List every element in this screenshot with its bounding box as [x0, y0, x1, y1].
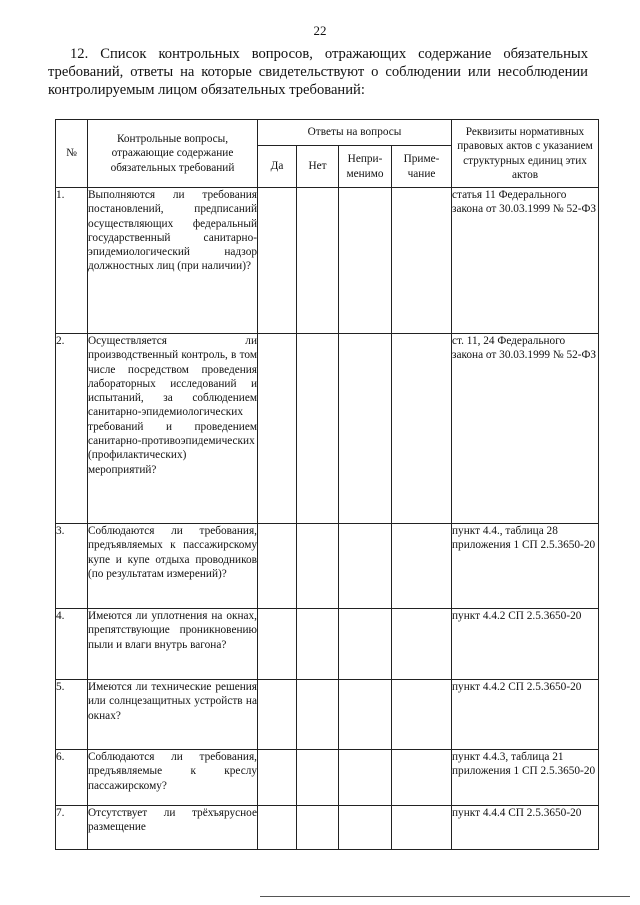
- header-answers: Ответы на вопросы: [258, 120, 452, 146]
- row-reference: пункт 4.4.3, таблица 21 приложения 1 СП 2.5.3650-20: [452, 750, 599, 806]
- row-question: Соблюдаются ли требования, предъявляемых к пассажирскому купе и купе отдыха проводников (по результатам измерений)?: [88, 524, 258, 609]
- row-number: 5.: [56, 680, 88, 750]
- row-reference: пункт 4.4.4 СП 2.5.3650-20: [452, 806, 599, 850]
- checklist-table: [55, 119, 599, 850]
- header-na: Непри-менимо: [339, 146, 392, 188]
- answer-note-cell[interactable]: [392, 188, 452, 334]
- table-row: [56, 609, 599, 680]
- answer-na-cell[interactable]: [339, 750, 392, 806]
- row-question: Имеются ли технические решения или солнцезащитных устройств на окнах?: [88, 680, 258, 750]
- intro-paragraph: 12. Список контрольных вопросов, отражающих содержание обязательных требований, ответы на которые свидетельствуют о соблюдении или несоблюдении контролируемым лицом обязательных требований:: [48, 46, 588, 98]
- row-question: Выполняются ли требования постановлений, предписаний осуществляющих федеральный государственный санитарно-эпидемиологический надзор должностных лиц (при наличии)?: [88, 188, 258, 334]
- answer-yes-cell[interactable]: [258, 524, 297, 609]
- table-row: [56, 806, 599, 850]
- answer-note-cell[interactable]: [392, 680, 452, 750]
- answer-yes-cell[interactable]: [258, 680, 297, 750]
- answer-yes-cell[interactable]: [258, 188, 297, 334]
- header-question: Контрольные вопросы, отражающие содержание обязательных требований: [88, 120, 258, 188]
- scan-edge-line: [260, 896, 630, 897]
- table-row: [56, 188, 599, 334]
- answer-note-cell[interactable]: [392, 750, 452, 806]
- page-number: 22: [313, 23, 327, 38]
- row-number: 4.: [56, 609, 88, 680]
- row-question: Соблюдаются ли требования, предъявляемые к креслу пассажирскому?: [88, 750, 258, 806]
- row-reference: статья 11 Федерального закона от 30.03.1999 № 52-ФЗ: [452, 188, 599, 334]
- header-no: Нет: [297, 146, 339, 188]
- table-row: [56, 524, 599, 609]
- row-question: Имеются ли уплотнения на окнах, препятствующие проникновению пыли и влаги внутрь вагона?: [88, 609, 258, 680]
- row-number: 3.: [56, 524, 88, 609]
- answer-note-cell[interactable]: [392, 609, 452, 680]
- row-number: 6.: [56, 750, 88, 806]
- table-row: [56, 334, 599, 524]
- answer-no-cell[interactable]: [297, 334, 339, 524]
- answer-yes-cell[interactable]: [258, 334, 297, 524]
- row-reference: пункт 4.4.2 СП 2.5.3650-20: [452, 609, 599, 680]
- header-refs: Реквизиты нормативных правовых актов с указанием структурных единиц этих актов: [452, 120, 599, 188]
- answer-no-cell[interactable]: [297, 524, 339, 609]
- answer-na-cell[interactable]: [339, 680, 392, 750]
- row-reference: пункт 4.4., таблица 28 приложения 1 СП 2.5.3650-20: [452, 524, 599, 609]
- answer-note-cell[interactable]: [392, 806, 452, 850]
- answer-yes-cell[interactable]: [258, 609, 297, 680]
- row-number: 2.: [56, 334, 88, 524]
- answer-note-cell[interactable]: [392, 334, 452, 524]
- answer-na-cell[interactable]: [339, 806, 392, 850]
- row-question: Отсутствует ли трёхъярусное размещение: [88, 806, 258, 850]
- header-yes: Да: [258, 146, 297, 188]
- table-row: [56, 750, 599, 806]
- row-number: 7.: [56, 806, 88, 850]
- answer-note-cell[interactable]: [392, 524, 452, 609]
- answer-na-cell[interactable]: [339, 609, 392, 680]
- row-question: Осуществляется ли производственный контроль, в том числе посредством проведения лабораторных исследований и испытаний, за соблюдением санитарно-эпидемиологических требований и проведением санитарно-противоэпидемических (профилактических) мероприятий?: [88, 334, 258, 524]
- answer-no-cell[interactable]: [297, 680, 339, 750]
- answer-na-cell[interactable]: [339, 524, 392, 609]
- answer-no-cell[interactable]: [297, 750, 339, 806]
- row-reference: пункт 4.4.2 СП 2.5.3650-20: [452, 680, 599, 750]
- answer-yes-cell[interactable]: [258, 750, 297, 806]
- answer-na-cell[interactable]: [339, 334, 392, 524]
- answer-yes-cell[interactable]: [258, 806, 297, 850]
- table-row: [56, 680, 599, 750]
- answer-no-cell[interactable]: [297, 806, 339, 850]
- row-reference: ст. 11, 24 Федерального закона от 30.03.1999 № 52-ФЗ: [452, 334, 599, 524]
- answer-na-cell[interactable]: [339, 188, 392, 334]
- answer-no-cell[interactable]: [297, 609, 339, 680]
- row-number: 1.: [56, 188, 88, 334]
- header-row: [56, 120, 599, 146]
- header-note: Приме-чание: [392, 146, 452, 188]
- header-num: №: [56, 120, 88, 188]
- answer-no-cell[interactable]: [297, 188, 339, 334]
